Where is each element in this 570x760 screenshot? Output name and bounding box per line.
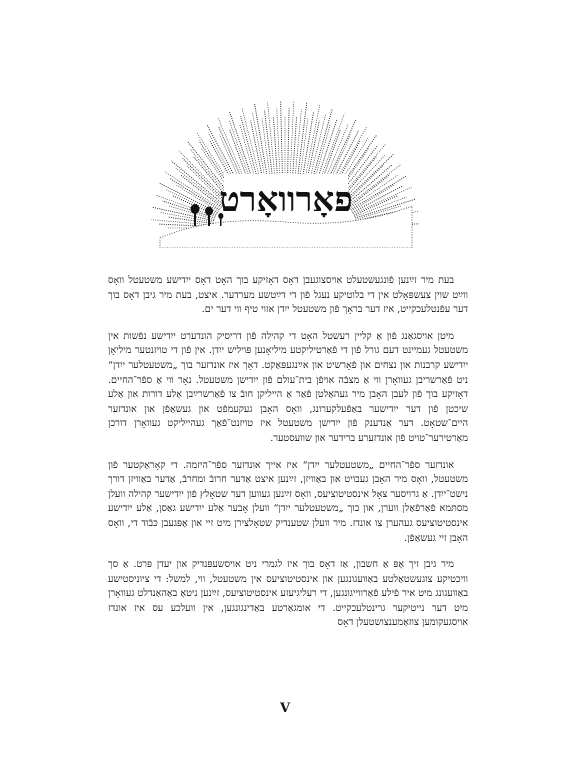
sun-ray	[165, 172, 221, 209]
sun-ray	[346, 165, 392, 205]
sun-ray	[290, 101, 294, 184]
foreword-title: פאָרוואָרט	[219, 180, 353, 220]
paragraph: בעת מיר זײַנען פֿונגעשטעלט אויסצוגעבן דאָס דאָזיקע בוך האָט דאָס ייִדישע משטעטל וואָס ווײַט שוין צעשפּאָלט אין די בלוטיקע נעגל פֿון די דײַטשע מערדער. איצט, בעת מיר גיבן דאָס בוך דער עפֿנטלעכקייט, איז דער בראָך פֿון משטעטל ייִדן אזוי טיף ווי דער ים.	[108, 275, 468, 316]
sun-ray	[168, 217, 214, 224]
sun-ray	[281, 101, 283, 184]
foreword-body	[108, 274, 468, 643]
sun-ray	[352, 186, 403, 213]
page-number: V	[279, 701, 291, 716]
sunrise-landscape-illustration	[150, 88, 420, 248]
sun-ray	[354, 196, 398, 216]
paragraph: מיר גיבן זיך אָפּ אַ חשבון, אַז דאָס בוך איז לגמרי ניט אויסשעפּנדיק און יעדן פּרט. אַ סך וויכטיקע צוגעשטאַלטע באַוועגונגען און אינסטיטוציעס אין משטעטל, ווי, למשל: די ציוניסטישע באַוועגונג מיט איר פֿילע פֿאַרווייגונגען, די רעליגיעזע אינסטיטוציעס, זײַנען ניטאָ באַהאַנדלט געוואָרן מיט דער נייטיקער גרינטלעכקייט. די אומגאַרטע באַדינגונגען, אין וועלכע עס איז אונדז אויסגעקומען צוזאַמענצושטעלן דאָס	[108, 559, 468, 629]
paragraph: אונדזער ספֿר־החיים „משטעטלער ייִדן“ איז אייך אונדזער ספֿר־היזמה. די קאָראַקטער פֿון משטעטל, וואָס מיר האָבן געבויט און באַוויזן, זײַנען איצט אַדער חרובֿ ומחרבֿ, אַדער באַוויזן דורך נישט־ייִדן. אַ גרויסער צאָל אינסטיטוציעס, וואָס זײַנען געווען דער שטאָלץ פֿון ייִדישער קהילה וועלן מסתּמא פֿאַרפֿאַלן ווערן, און בוך „משטעטלער ייִדן“ וועלן אָבער אַלע ייִדישע גאַסן, אַלע ייִדישע אינסטיטוציעס געהערן צו אונדז. מיר וועלן שטענדיק שטאָלצירן מיט זיי און אָפּגעבן כּבֿוד די, וואָס האָבן זיי געשאַפֿן.	[108, 459, 468, 544]
sun-ray	[351, 176, 408, 210]
sun-ray	[255, 104, 269, 185]
sun-ray	[350, 175, 398, 208]
sun-ray	[287, 108, 289, 184]
sun-ray	[268, 102, 276, 185]
sun-ray	[176, 168, 223, 206]
sun-ray	[347, 164, 401, 206]
sun-ray	[153, 207, 214, 221]
sun-ray	[304, 105, 320, 186]
sun-ray	[160, 212, 214, 222]
sun-ray	[297, 102, 307, 184]
paragraph: מיטן אויסגאַנג פֿון אַ קליין רעשטל האָט די קהילה פֿון דריסיק הונדערט ייִדישע נפֿשות אין משטעטל געמיינט דעם גורל פֿון די פֿאַרטיליקטע מיליאָנען פּויליש ייִדן. אין פֿון די טויזנטער מיליאָן ייִדישע קרבנות און נצחים און פֿאָרשיט און אײַנגעפּאַקט. דאָך איז אונדזער בוך „משטעטלער ייִדן“ ניט פֿאַרשריבן געוואָרן ווי אַ מצבֿה אויפֿן בית־עולם פֿון ייִדישן משטעטל. נאָר ווי אַ ספֿר־החיים. דאָזיקע בוך פֿון לעבן האָבן מיר געהאַלטן פֿאַר אַ הייליקן חובֿ צו פֿאַרשרײַבן אַלע דורות און אַלע שיכטן פֿון דער ייִדישער באַפֿעלקערונג, וואָס האָבן געקעמפֿט און געשאַפֿן און אונדזער היים־שטאָט. דער אַנדענק פֿון ייִדישן משטעטל איז טויזנט־פֿאַך געהייליקט געוואָרן דורכן מאַרטירער־טויט פֿון אונדזערע ברידער און שוועסטער.	[108, 330, 468, 444]
